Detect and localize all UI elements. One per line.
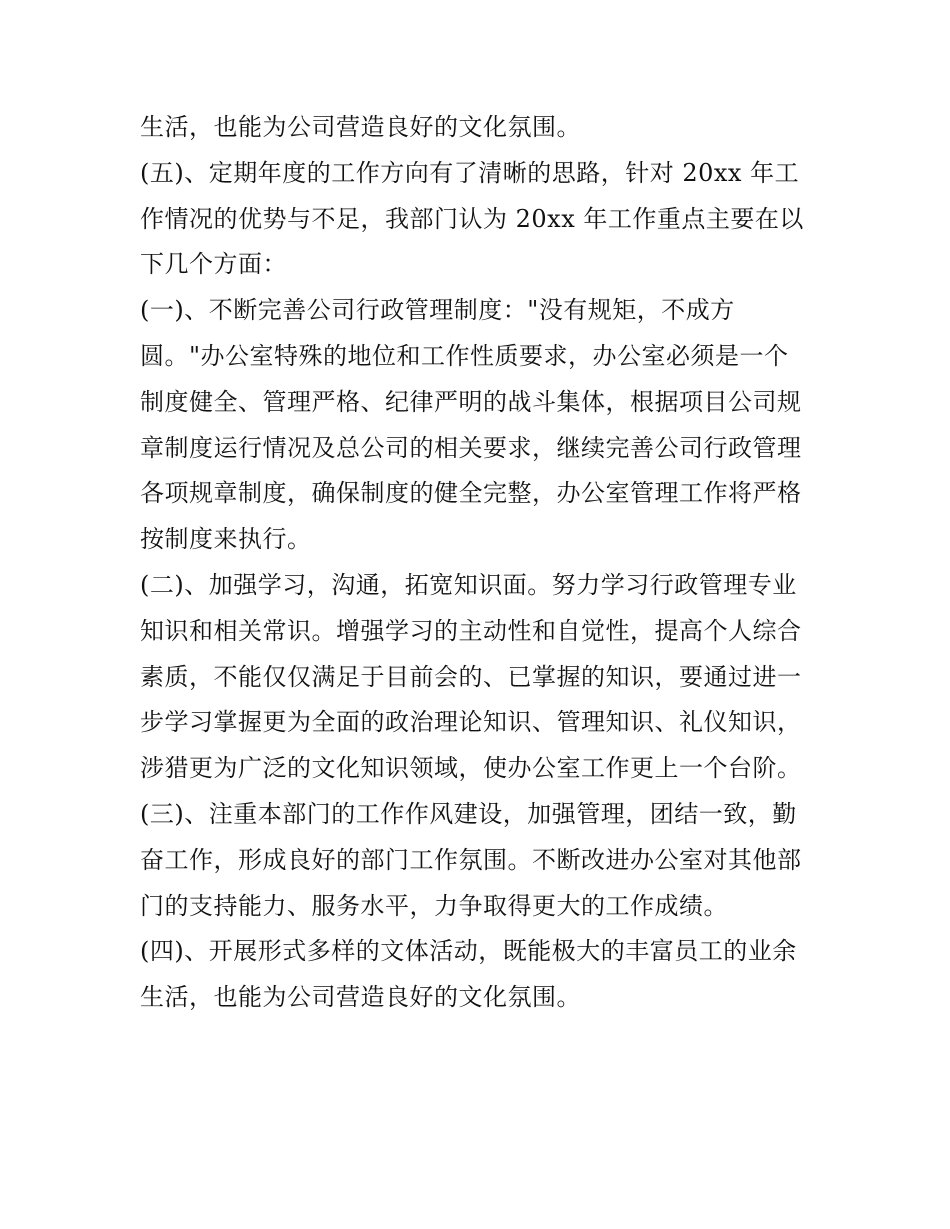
text-line: 门的支持能力、服务水平，力争取得更大的工作成绩。 — [140, 891, 728, 920]
text-line: (二)、加强学习，沟通，拓宽知识面。努力学习行政管理专业 — [140, 570, 797, 599]
text-line: 涉猎更为广泛的文化知识领域，使办公室工作更上一个台阶。 — [140, 754, 802, 783]
text-line: 按制度来执行。 — [140, 525, 312, 554]
text-line: (四)、开展形式多样的文体活动，既能极大的丰富员工的业余 — [140, 937, 797, 966]
text-line: 圆。"办公室特殊的地位和工作性质要求，办公室必须是一个 — [140, 341, 789, 370]
text-line: 素质，不能仅仅满足于目前会的、已掌握的知识，要通过进一 — [140, 662, 802, 691]
text-line: 作情况的优势与不足，我部门认为 20xx 年工作重点主要在以 — [140, 204, 804, 233]
text-line: 生活，也能为公司营造良好的文化氛围。 — [140, 983, 581, 1012]
text-line: 下几个方面： — [140, 250, 287, 279]
text-line: (五)、定期年度的工作方向有了清晰的思路，针对 20xx 年工 — [140, 158, 800, 187]
text-line: 章制度运行情况及总公司的相关要求，继续完善公司行政管理 — [140, 433, 802, 462]
text-line: 步学习掌握更为全面的政治理论知识、管理知识、礼仪知识， — [140, 708, 802, 737]
document-body — [140, 105, 820, 1021]
text-line: 知识和相关常识。增强学习的主动性和自觉性，提高个人综合 — [140, 616, 802, 645]
text-line: (一)、不断完善公司行政管理制度："没有规矩，不成方 — [140, 296, 735, 325]
text-line: 制度健全、管理严格、纪律严明的战斗集体，根据项目公司规 — [140, 387, 802, 416]
text-line: 各项规章制度，确保制度的健全完整，办公室管理工作将严格 — [140, 479, 802, 508]
text-line: (三)、注重本部门的工作作风建设，加强管理，团结一致，勤 — [140, 799, 797, 828]
text-line: 生活，也能为公司营造良好的文化氛围。 — [140, 113, 581, 141]
text-line: 奋工作，形成良好的部门工作氛围。不断改进办公室对其他部 — [140, 845, 802, 874]
